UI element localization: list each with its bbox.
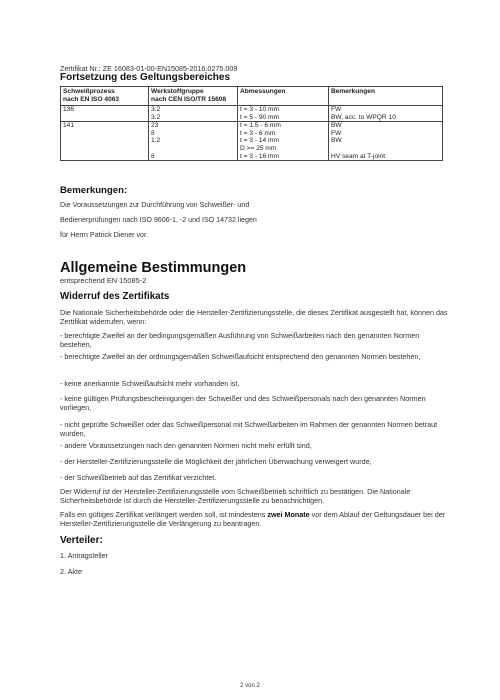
list-item: - berechtigte Zweifel an der ordnungsgemäßen Schweißaufsicht entsprechend den genannten Normen bestehen,: [60, 352, 421, 361]
scope-table-header: [61, 87, 443, 106]
header-remarks: Bemerkungen: [329, 87, 443, 106]
revocation-intro: Die Nationale Sicherheitsbehörde oder die Hersteller-Zertifizierungsstelle, die dieses Zertifikat ausgestellt hat, können das Zertifikat widerrufen, wenn:: [60, 308, 448, 326]
renewal-paragraph: Falls ein gültiges Zertifikat verlängert werden soll, ist mindestens zwei Monate vor dem Ablauf der Geltungsdauer bei der Hersteller-Zertifizierungsstelle die Verlängerung zu beantragen.: [60, 510, 446, 528]
cell-dimensions: t = 1.5 - 6 mm t = 3 - 6 mm t = 3 - 14 mm D >= 25 mm t = 3 - 16 mm: [238, 122, 329, 161]
cell-material: 3.2 3.2: [149, 106, 238, 122]
cell-dimensions: t = 3 - 10 mm t = 5 - 90 mm: [238, 106, 329, 122]
distribution-item: 1. Antragsteller: [60, 551, 108, 560]
list-item: - keine gültigen Prüfungsbescheinigungen der Schweißer und des Schweißpersonals nach den genannten Normen vorliegen,: [60, 394, 426, 412]
list-item: - andere Voraussetzungen nach den genannten Normen nicht mehr erfüllt sind,: [60, 441, 312, 450]
scope-table: [60, 86, 443, 161]
list-item: - berechtigte Zweifel an der bedingungsgemäßen Ausführung von Schweißarbeiten nach den genannten Normen bestehen,: [60, 331, 420, 349]
cell-process: 136: [61, 106, 149, 122]
remarks-line: Bedienerprüfungen nach ISO 9606-1, -2 und ISO 14732 liegen: [60, 216, 257, 224]
revocation-paragraph: Der Widerruf ist der Hersteller-Zertifizierungsstelle vom Schweißbetrieb schriftlich zu bestätigen. Die Nationale Sicherheitsbehörde ist durch die Hersteller-Zertifizierungsstelle zu benachrichtigen.: [60, 487, 411, 505]
renewal-deadline: zwei Monate: [267, 510, 310, 519]
header-material-group: Werkstoffgruppe nach CEN ISO/TR 15608: [149, 87, 238, 106]
remarks-line: Die Voraussetzungen zur Durchführung von Schweißer- und: [60, 201, 250, 209]
header-process: Schweißprozess nach EN ISO 4063: [61, 87, 149, 106]
cell-material: 23 8 1.2 8: [149, 122, 238, 161]
cell-process: 141: [61, 122, 149, 161]
general-provisions-subtitle: entsprechend EN 15085-2: [60, 276, 147, 285]
cell-remarks: FW BW, acc. to WPQR 10: [329, 106, 443, 122]
page-number: 2 von 2: [240, 683, 260, 689]
list-item: - nicht geprüfte Schweißer oder das Schweißpersonal mit Schweißarbeiten im Rahmen der genannten Normen betraut wurden,: [60, 420, 438, 438]
distribution-title: Verteiler:: [60, 535, 103, 546]
certificate-number: Zertifikat Nr.: ZE 16083-01-00-EN15085-2016.0275.009: [60, 64, 238, 73]
table-row: [61, 106, 443, 122]
scope-continuation-title: Fortsetzung des Geltungsbereiches: [60, 72, 231, 83]
list-item: - keine anerkannte Schweißaufsicht mehr vorhanden ist,: [60, 379, 240, 388]
general-provisions-title: Allgemeine Bestimmungen: [60, 260, 247, 276]
remarks-line: für Herrn Patrick Diener vor.: [60, 231, 148, 239]
revocation-title: Widerruf des Zertifikats: [60, 291, 170, 302]
cell-remarks: BW FW BW HV seam at T-joint: [329, 122, 443, 161]
table-row: [61, 122, 443, 161]
list-item: - der Schweißbetrieb auf das Zertifikat verzichtet.: [60, 473, 217, 482]
header-dimensions: Abmessungen: [238, 87, 329, 106]
remarks-title: Bemerkungen:: [60, 185, 128, 196]
distribution-item: 2. Akte: [60, 567, 82, 576]
list-item: - der Hersteller-Zertifizierungsstelle die Möglichkeit der jährlichen Überwachung verweigert wurde,: [60, 457, 372, 466]
